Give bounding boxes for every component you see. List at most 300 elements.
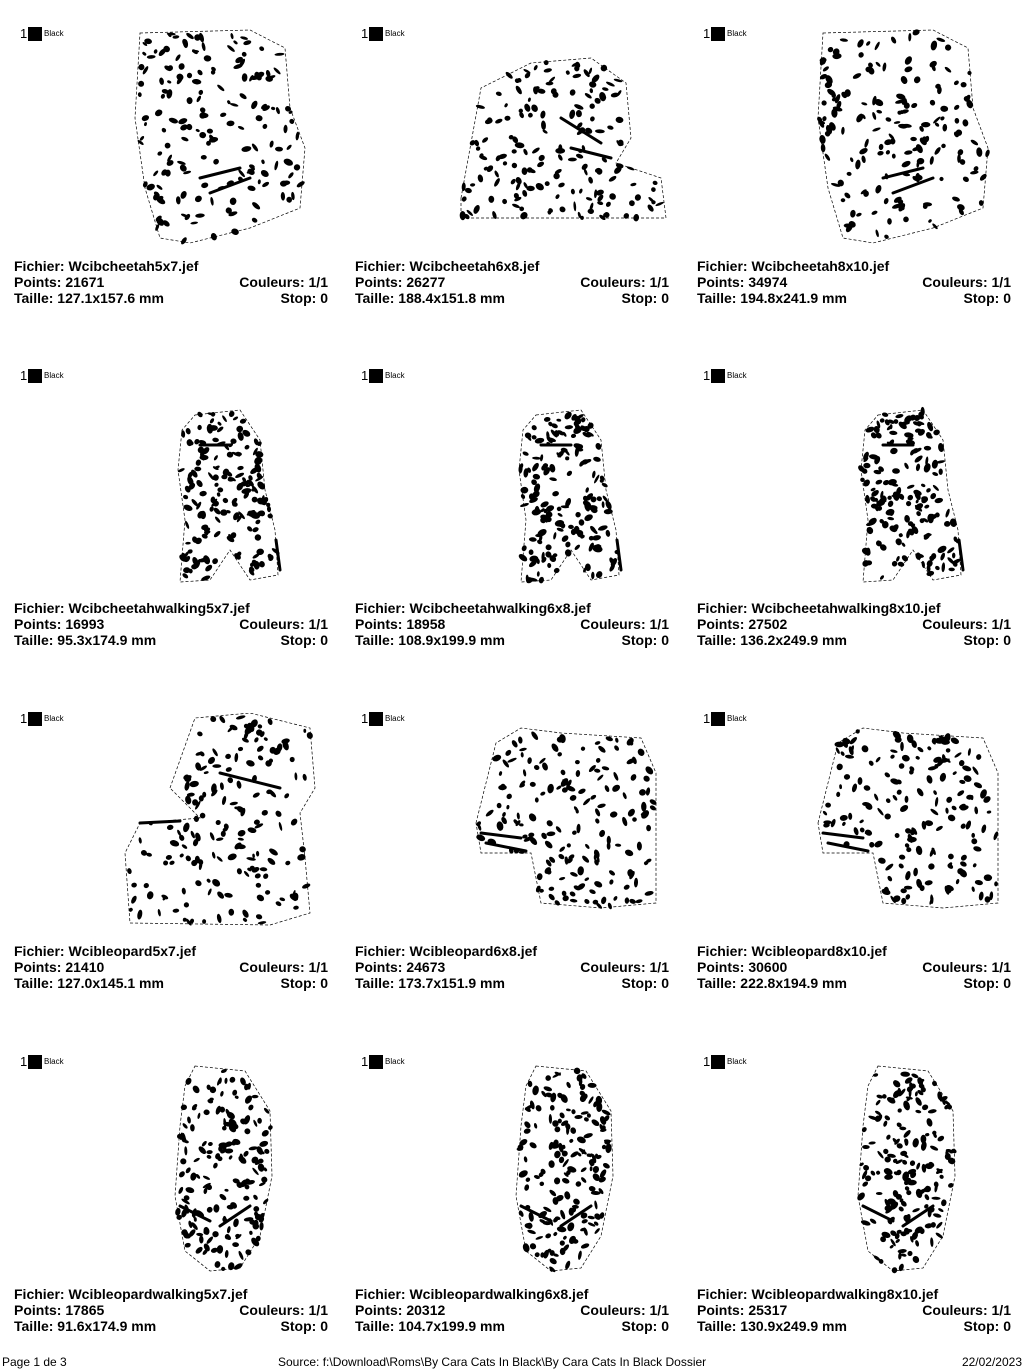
spot: [605, 530, 611, 538]
spot: [505, 793, 513, 801]
spot: [260, 1175, 269, 1183]
color-name: Black: [385, 29, 405, 38]
spot: [186, 72, 192, 79]
spot: [877, 150, 884, 156]
feature-stroke: [276, 540, 280, 570]
spot: [507, 757, 517, 764]
spot: [464, 187, 472, 194]
spot: [924, 446, 932, 451]
spot: [535, 797, 539, 802]
spot: [545, 544, 552, 551]
spot: [220, 1091, 225, 1097]
spot: [865, 40, 871, 46]
stitch-points: Points: 17865: [14, 1302, 105, 1318]
spot: [275, 900, 282, 907]
spot: [597, 745, 607, 754]
animal-silhouette: [100, 713, 330, 935]
spot: [178, 63, 185, 71]
spot: [860, 744, 870, 754]
spot: [177, 117, 188, 125]
spot: [821, 99, 828, 106]
spot: [883, 1120, 889, 1127]
spot: [868, 1141, 875, 1145]
spot: [240, 36, 249, 41]
feature-stroke: [140, 821, 180, 823]
spot: [913, 75, 922, 84]
color-count: Couleurs: 1/1: [580, 959, 669, 975]
color-count: Couleurs: 1/1: [239, 1302, 328, 1318]
spot: [569, 1208, 574, 1216]
spot: [274, 809, 283, 818]
spot: [588, 1096, 595, 1105]
spot: [581, 855, 590, 864]
spot: [597, 803, 606, 809]
spot: [905, 796, 909, 803]
spot: [979, 200, 984, 206]
spot: [180, 1158, 187, 1165]
color-swatch: [20, 711, 64, 727]
spot: [592, 470, 597, 478]
spot: [144, 122, 148, 127]
spot: [218, 715, 226, 724]
spot: [873, 1255, 881, 1262]
spot: [130, 895, 138, 905]
spot: [571, 830, 577, 836]
spot: [495, 91, 502, 97]
spot: [946, 748, 951, 753]
spot: [875, 229, 880, 237]
spot: [493, 177, 501, 187]
color-swatch: [361, 26, 405, 42]
spot: [951, 805, 958, 811]
spot: [976, 147, 983, 157]
spot: [514, 85, 523, 95]
spot: [594, 768, 601, 773]
spot: [900, 75, 909, 85]
color-name: Black: [385, 714, 405, 723]
spot: [819, 134, 827, 144]
stitch-points: Points: 27502: [697, 616, 788, 632]
spot: [532, 457, 541, 460]
spot: [516, 812, 520, 819]
spot: [575, 760, 580, 764]
spot: [126, 868, 132, 875]
spot: [165, 854, 172, 860]
spot: [224, 1189, 229, 1192]
color-box: [28, 369, 42, 383]
spot: [217, 421, 222, 426]
color-count: Couleurs: 1/1: [922, 959, 1011, 975]
spot: [180, 236, 188, 245]
spot: [984, 149, 990, 158]
design-card: [683, 685, 1024, 1027]
stop-count: Stop: 0: [963, 290, 1011, 306]
spot: [194, 816, 199, 822]
spot: [521, 189, 528, 197]
spot: [932, 471, 939, 476]
spot: [210, 411, 216, 417]
spot: [535, 1104, 543, 1112]
spot: [583, 513, 594, 522]
spot: [557, 512, 563, 517]
spot: [472, 204, 481, 215]
color-name: Black: [44, 371, 64, 380]
spot: [185, 1166, 192, 1174]
spot: [944, 66, 952, 74]
spot: [470, 183, 475, 187]
spot: [258, 179, 262, 184]
spot: [157, 150, 163, 156]
spot: [577, 787, 586, 795]
spot: [213, 1204, 219, 1213]
spot: [587, 208, 594, 214]
spot: [577, 1250, 582, 1260]
animal-silhouette: [100, 28, 330, 250]
spot: [212, 437, 219, 442]
spot: [258, 45, 265, 52]
spot: [279, 897, 286, 902]
spot: [574, 544, 581, 551]
spot: [905, 500, 912, 507]
spot: [202, 919, 206, 924]
spot: [898, 1252, 902, 1259]
spot: [862, 1164, 870, 1172]
spot: [608, 869, 616, 876]
color-number: 1: [361, 368, 369, 383]
spot: [970, 170, 979, 175]
animal-silhouette: [441, 28, 671, 250]
spot: [941, 1199, 947, 1207]
spot: [536, 873, 543, 881]
design-info: [14, 943, 328, 991]
spot: [160, 93, 166, 99]
spot: [190, 830, 196, 839]
spot: [228, 909, 234, 916]
spot: [923, 462, 932, 473]
spot: [202, 1242, 211, 1252]
embroidery-preview-image: [100, 713, 330, 935]
spot: [533, 764, 540, 771]
spot: [885, 117, 892, 123]
stitch-points: Points: 16993: [14, 616, 105, 632]
spot: [548, 886, 554, 891]
spot: [190, 498, 199, 507]
spot: [213, 530, 222, 538]
spot: [589, 116, 595, 122]
spot: [895, 413, 904, 419]
spot: [477, 174, 484, 183]
spot: [646, 203, 655, 212]
spot: [852, 72, 862, 80]
silhouette-outline: [135, 30, 305, 243]
spot: [901, 554, 910, 563]
spot: [929, 1145, 938, 1152]
spot: [970, 837, 978, 845]
color-swatch: [20, 368, 64, 384]
spot: [571, 1109, 576, 1115]
spot: [199, 1235, 204, 1243]
spot: [555, 148, 565, 154]
color-number: 1: [20, 711, 28, 726]
color-number: 1: [361, 26, 369, 41]
stitch-points: Points: 26277: [355, 274, 446, 290]
spot: [234, 1095, 239, 1100]
spot: [891, 1267, 898, 1274]
spot: [611, 783, 622, 793]
file-name: Fichier: Wcibcheetahwalking6x8.jef: [355, 600, 591, 616]
spot: [529, 549, 534, 555]
spot: [972, 863, 977, 868]
spot: [262, 123, 268, 130]
spot: [926, 774, 934, 784]
spot: [858, 777, 863, 785]
color-count: Couleurs: 1/1: [239, 616, 328, 632]
spot: [822, 810, 828, 816]
spot: [930, 40, 938, 51]
spot: [156, 184, 164, 191]
spot: [655, 201, 664, 207]
spot: [897, 1107, 903, 1113]
spot: [857, 51, 864, 59]
spot: [568, 525, 574, 530]
spot: [238, 837, 245, 841]
spot: [184, 520, 190, 529]
color-name: Black: [727, 1057, 747, 1066]
spot: [174, 54, 181, 62]
spot: [203, 55, 211, 62]
spot: [868, 760, 875, 767]
animal-silhouette: [783, 713, 1013, 935]
spot: [211, 748, 218, 757]
spot: [203, 771, 209, 775]
spot: [821, 144, 826, 153]
spot: [271, 106, 276, 110]
spot: [511, 162, 519, 170]
spot: [590, 1166, 593, 1171]
spot: [216, 837, 224, 842]
spot: [496, 803, 501, 809]
color-count: Couleurs: 1/1: [239, 959, 328, 975]
spot: [263, 1107, 270, 1115]
spot: [527, 1229, 537, 1235]
spot: [531, 424, 538, 431]
spot: [926, 421, 934, 432]
spot: [207, 756, 217, 766]
spot: [256, 851, 259, 857]
spot: [242, 73, 248, 82]
spot: [529, 537, 537, 542]
spot: [547, 783, 555, 793]
spot: [196, 1233, 203, 1237]
design-card: [0, 685, 342, 1027]
spot: [899, 804, 910, 814]
spot: [938, 1207, 945, 1212]
spot: [267, 513, 273, 519]
spot: [224, 1078, 228, 1084]
file-name: Fichier: Wcibleopardwalking8x10.jef: [697, 1286, 939, 1302]
spot: [956, 789, 965, 797]
spot: [921, 1103, 929, 1111]
embroidery-preview-image: [783, 28, 1013, 250]
design-card: [0, 0, 342, 342]
animal-silhouette: [441, 370, 671, 592]
spot: [875, 479, 883, 486]
spot: [594, 1227, 601, 1234]
spot: [584, 877, 590, 882]
spot: [269, 140, 274, 148]
print-date: 22/02/2023: [961, 1355, 1022, 1369]
spot: [544, 1074, 552, 1082]
spot: [544, 417, 551, 423]
spot: [903, 216, 909, 222]
spot: [256, 472, 264, 480]
spot: [274, 52, 284, 56]
spot: [856, 1191, 867, 1202]
design-info: [14, 600, 328, 648]
spot: [945, 807, 949, 814]
spot: [881, 412, 888, 418]
spot: [216, 492, 220, 497]
spot: [527, 1080, 532, 1087]
spot: [607, 902, 613, 910]
spot: [564, 856, 568, 865]
spot: [970, 139, 979, 147]
design-size: Taille: 104.7x199.9 mm: [355, 1318, 505, 1334]
spot: [523, 1120, 532, 1129]
spot: [898, 863, 905, 870]
spot: [203, 1109, 209, 1115]
color-box: [711, 27, 725, 41]
spot: [954, 751, 963, 758]
spot: [885, 1134, 891, 1141]
spot: [986, 810, 991, 814]
spot: [861, 102, 868, 106]
spot: [554, 899, 561, 906]
design-size: Taille: 91.6x174.9 mm: [14, 1318, 157, 1334]
spot: [557, 751, 563, 757]
spot: [504, 116, 510, 121]
spot: [973, 845, 982, 852]
spot: [896, 789, 903, 796]
spot: [873, 793, 879, 801]
feature-stroke: [481, 833, 521, 838]
spot: [638, 788, 646, 796]
spot: [259, 168, 270, 178]
spot: [634, 878, 639, 888]
spot: [544, 1232, 551, 1239]
stop-count: Stop: 0: [280, 1318, 328, 1334]
spot: [890, 749, 898, 754]
spot: [863, 784, 871, 791]
spot: [979, 173, 988, 182]
spot: [886, 875, 893, 882]
spot: [927, 862, 935, 870]
spot: [251, 217, 258, 224]
spot: [254, 872, 261, 879]
spot: [238, 1250, 245, 1260]
spot: [252, 853, 255, 858]
spot: [912, 1207, 921, 1213]
spot: [562, 895, 570, 903]
spot: [299, 845, 307, 853]
spot: [576, 824, 580, 834]
embroidery-preview-image: [100, 28, 330, 250]
spot: [897, 1249, 907, 1254]
spot: [228, 1076, 236, 1084]
spot: [853, 827, 860, 836]
spot: [558, 205, 566, 213]
spot: [526, 1222, 534, 1230]
spot: [563, 1191, 571, 1201]
spot: [201, 182, 209, 189]
spot: [533, 64, 538, 71]
spot: [198, 111, 207, 120]
spot: [217, 487, 223, 493]
spot: [884, 1114, 891, 1121]
spot: [214, 1261, 221, 1269]
spot: [841, 127, 845, 135]
spot: [861, 155, 866, 163]
spot: [588, 535, 594, 541]
spot: [519, 747, 527, 752]
spot: [243, 39, 252, 46]
spot: [925, 487, 931, 493]
spot: [914, 1096, 923, 1107]
spot: [529, 1242, 538, 1250]
spot: [613, 895, 619, 901]
spot: [947, 853, 955, 861]
spot: [159, 77, 165, 85]
spot: [569, 891, 576, 898]
spot: [594, 818, 600, 825]
spot: [929, 156, 934, 165]
design-size: Taille: 222.8x194.9 mm: [697, 975, 847, 991]
spot: [185, 1186, 195, 1194]
spot: [577, 866, 584, 876]
spot: [547, 893, 556, 902]
spot: [208, 1142, 214, 1147]
spot: [864, 138, 870, 148]
spot: [849, 157, 854, 163]
spot: [947, 1182, 954, 1188]
spot: [924, 504, 930, 509]
file-name: Fichier: Wcibcheetahwalking5x7.jef: [14, 600, 250, 616]
spot: [626, 166, 635, 171]
spot: [252, 526, 260, 533]
spot: [206, 1206, 214, 1214]
spot: [593, 456, 602, 463]
spot: [166, 824, 174, 831]
spot: [243, 870, 250, 877]
spot: [839, 784, 842, 789]
spot: [546, 831, 555, 836]
spot: [520, 502, 530, 508]
spot: [930, 1237, 934, 1247]
spot: [929, 99, 936, 107]
spot: [605, 201, 612, 208]
spot: [915, 755, 921, 760]
animal-silhouette: [783, 28, 1013, 250]
spot: [216, 913, 222, 923]
spot: [531, 462, 541, 473]
spot: [302, 773, 307, 781]
spot: [485, 809, 495, 818]
spot: [950, 736, 960, 745]
design-card: [0, 1028, 342, 1370]
spot: [621, 816, 628, 827]
spot: [195, 213, 205, 218]
spot: [190, 1124, 195, 1132]
